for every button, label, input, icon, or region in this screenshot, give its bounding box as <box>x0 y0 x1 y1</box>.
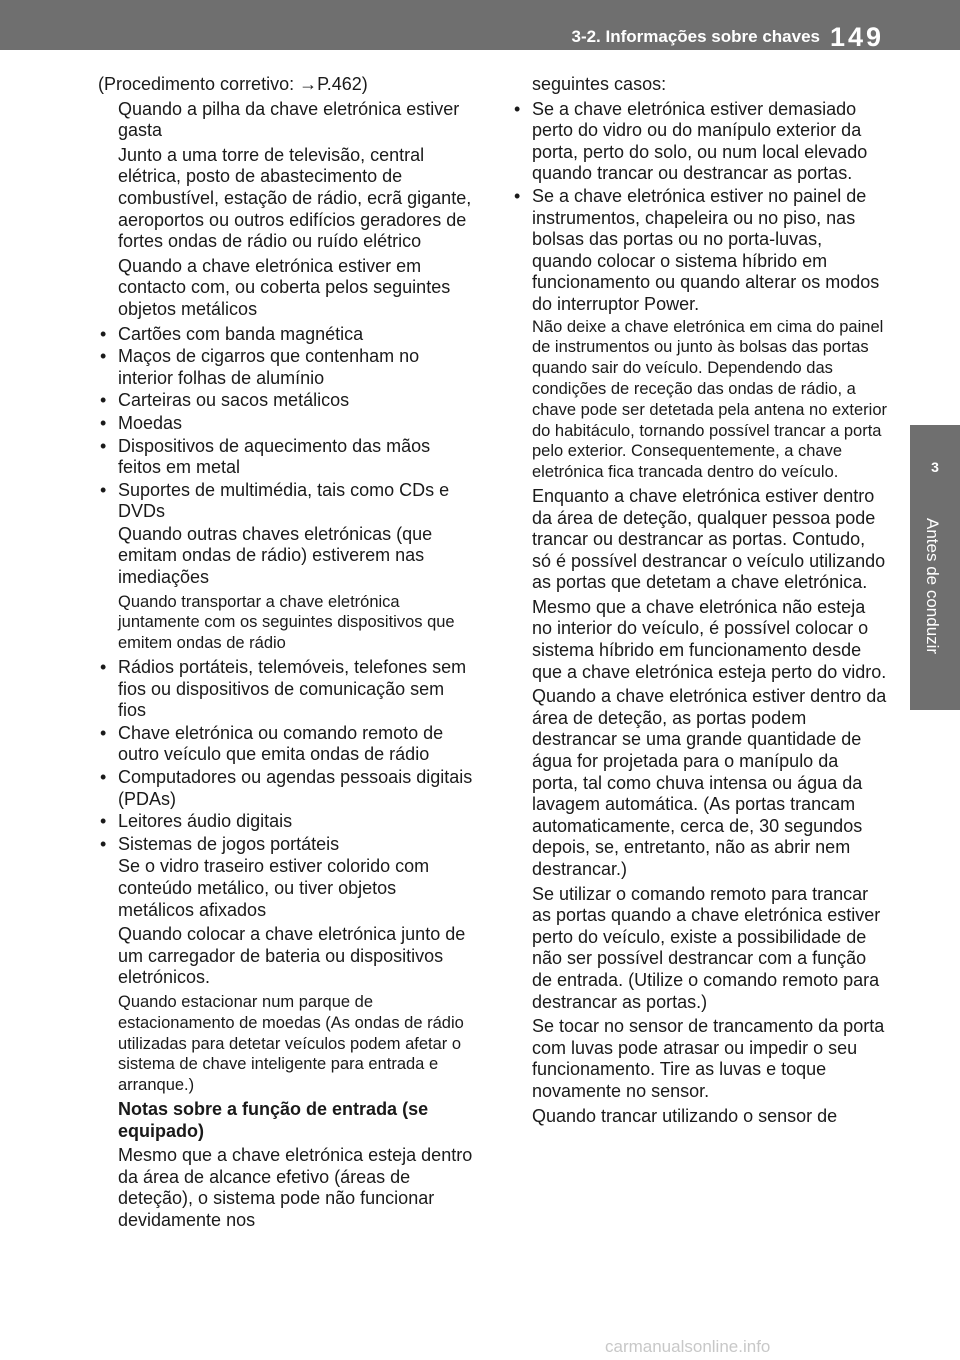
header-bar <box>0 0 960 50</box>
list-item: • Computadores ou agendas pessoais digitais (PDAs) <box>98 767 473 810</box>
paragraph: Quando outras chaves eletrónicas (que emitam ondas de rádio) estiverem nas imediações <box>118 523 433 588</box>
paragraph: Enquanto a chave eletrónica estiver dentro da área de deteção, qualquer pessoa pode trancar ou destrancar as portas. Contudo, só é possível destrancar o veículo utilizando as portas que detetam a chave eletrónica. <box>532 485 886 593</box>
left-column <box>98 74 473 1235</box>
paragraph: (Procedimento corretivo: →P.462) <box>98 74 368 94</box>
list-item: • Dispositivos de aquecimento das mãos feitos em metal <box>98 436 473 479</box>
list-item: • Sistemas de jogos portáteis <box>98 834 473 856</box>
paragraph: Mesmo que a chave eletrónica esteja dentro da área de alcance efetivo (áreas de deteção), o sistema pode não funcionar devidamente nos <box>118 1145 473 1230</box>
paragraph: Quando transportar a chave eletrónica juntamente com os seguintes dispositivos que emitem ondas de rádio <box>118 592 455 653</box>
paragraph: Junto a uma torre de televisão, central elétrica, posto de abastecimento de combustível, estação de rádio, ecrã gigante, aeroportos ou outros edifícios geradores de fortes ondas de rádio ou ruído elétrico <box>118 144 472 252</box>
paragraph: Quando a pilha da chave eletrónica estiver gasta <box>118 98 460 141</box>
list-item: • Carteiras ou sacos metálicos <box>98 390 473 412</box>
paragraph: Quando a chave eletrónica estiver em contacto com, ou coberta pelos seguintes objetos metálicos <box>118 255 451 319</box>
section-heading: Notas sobre a função de entrada (se equipado) <box>118 1098 429 1141</box>
paragraph: seguintes casos: <box>532 74 667 94</box>
paragraph: Se tocar no sensor de trancamento da porta com luvas pode atrasar ou impedir o seu funcionamento. Tire as luvas e toque novamente no sensor. <box>532 1016 885 1101</box>
list-item: • Cartões com banda magnética <box>98 324 473 346</box>
list-item: • Chave eletrónica ou comando remoto de outro veículo que emita ondas de rádio <box>98 723 473 766</box>
watermark: carmanualsonline.info <box>605 1337 771 1356</box>
list-item: • Rádios portáteis, telemóveis, telefones sem fios ou dispositivos de comunicação sem fios <box>98 657 473 722</box>
paragraph: Não deixe a chave eletrónica em cima do painel de instrumentos ou junto às bolsas das portas quando sair do veículo. Dependendo das condições de receção das ondas de rádio, a chave pode ser detetada pela antena no exterior do habitáculo, tornando possível trancar a porta pelo exterior. Consequentemente, a chave eletrónica fica trancada dentro do veículo. <box>532 317 888 482</box>
chapter-number: 3 <box>931 459 939 475</box>
paragraph: Mesmo que a chave eletrónica não esteja no interior do veículo, é possível colocar o sistema híbrido em funcionamento desde que a chave eletrónica esteja perto do vidro. <box>532 596 887 682</box>
list-item: • Maços de cigarros que contenham no interior folhas de alumínio <box>98 346 473 389</box>
paragraph: Quando trancar utilizando o sensor de <box>532 1105 838 1126</box>
list-item: • Moedas <box>98 413 473 435</box>
paragraph: Se utilizar o comando remoto para trancar as portas quando a chave eletrónica estiver perto do veículo, existe a possibilidade de não ser possível destrancar com a função de entrada. (Utilize o comando remoto para destrancar as portas.) <box>532 883 881 1012</box>
list-item: • Se a chave eletrónica estiver demasiado perto do vidro ou do manípulo exterior da porta, perto do solo, ou num local elevado quando trancar ou destrancar as portas. <box>512 99 887 185</box>
paragraph: Quando a chave eletrónica estiver dentro da área de deteção, as portas podem destrancar se uma grande quantidade de água for projetada para o manípulo da porta, tal como chuva intensa ou água da lavagem automática. (As portas trancam automaticamente, cerca de, 30 segundos depois, se, entretanto, não as abrir nem destrancar.) <box>532 686 887 879</box>
page-number: 149 <box>830 22 885 52</box>
paragraph: Quando estacionar num parque de estacionamento de moedas (As ondas de rádio utilizadas para detetar veículos podem afetar o sistema de chave inteligente para entrada e arranque.) <box>118 992 464 1095</box>
chapter-tab <box>910 425 960 510</box>
list-item: • Se a chave eletrónica estiver no painel de instrumentos, chapeleira ou no piso, nas bolsas das portas ou no porta-luvas, quando colocar o sistema híbrido em funcionamento ou quando alterar os modos do interruptor Power. <box>512 186 887 316</box>
section-title: 3-2. Informações sobre chaves <box>571 27 820 46</box>
paragraph: Quando colocar a chave eletrónica junto de um carregador de bateria ou dispositivos eletrónicos. <box>118 924 466 988</box>
right-column <box>512 74 887 1130</box>
chapter-title-tab <box>910 510 960 710</box>
paragraph: Se o vidro traseiro estiver colorido com conteúdo metálico, ou tiver objetos metálicos afixados <box>118 856 430 920</box>
chapter-title: Antes de conduzir <box>923 518 942 655</box>
list-item: • Suportes de multimédia, tais como CDs e DVDs <box>98 480 473 523</box>
list-item: • Leitores áudio digitais <box>98 811 473 833</box>
